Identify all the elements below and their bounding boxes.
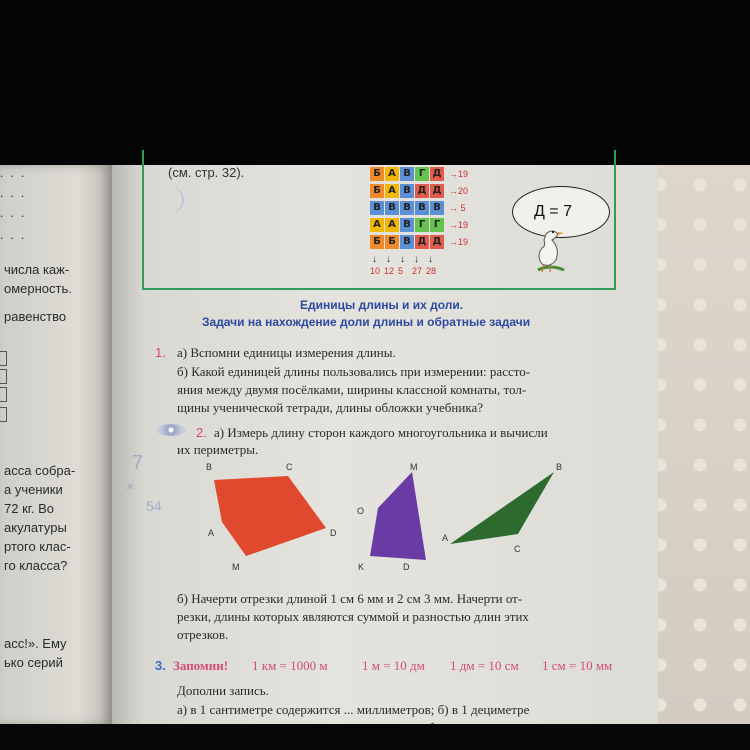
task-line: б) Какой единицей длины пользовались при измерении: рассто- [177,364,531,379]
grid-cell: Б [370,235,384,249]
task-line: а) Измерь длину сторон каждого многоугольника и вычисли [214,425,548,440]
left-line: омерность. [4,281,72,296]
grid-cell: Д [430,235,444,249]
grid-cell: Б [370,184,384,198]
left-line: ртого клас- [4,539,71,554]
left-page [0,165,112,725]
column-sum: 12 [384,266,395,276]
unit-fact: 1 км = 1000 м [252,658,328,673]
left-line: асс!». Ему [4,636,67,651]
left-line: числа каж- [4,262,70,277]
dots: . . . [0,205,27,220]
grid-cell: А [385,218,399,232]
left-line: 72 кг. Во [4,501,55,516]
polygons-figure [190,460,570,570]
grid-cell: В [385,201,399,215]
task-line: яния между двумя посёлками, ширины классной комнаты, тол- [177,382,527,397]
row-sum: →19 [449,169,469,179]
purple-quadrilateral [370,472,426,560]
grid-cell: В [400,201,414,215]
unit-fact: 1 м = 10 дм [362,658,425,673]
column-sum: 10 [370,266,381,276]
left-line: равенство [4,309,67,324]
vertex-label: B [556,462,563,472]
down-arrow-icon: ↓ [386,254,391,265]
vertex-label: C [514,544,521,554]
vertex-label: B [206,462,213,472]
grid-cell: А [370,218,384,232]
dots: . . . [0,165,27,180]
left-line: асса собра- [4,463,76,478]
dots: . . . [0,227,27,242]
column-sum: 28 [426,266,437,276]
answer-box [0,387,7,402]
down-arrow-icon: ↓ [414,254,419,265]
answer-box [0,369,7,384]
left-line: а ученики [4,482,63,497]
task-line: щины ученической тетради, длины обложки учебника? [177,400,483,415]
row-sum: →20 [449,186,469,196]
down-arrow-icon: ↓ [428,254,433,265]
unit-fact: 1 дм = 10 см [450,658,519,673]
grid-cell: В [370,201,384,215]
answer-box [0,407,7,422]
vertex-label: A [442,533,449,543]
grid-cell: В [415,201,429,215]
section-title: Единицы длины и их доли. [300,298,464,312]
left-line: акулатуры [4,520,67,535]
unit-fact: 1 см = 10 мм [542,658,613,673]
grid-cell: Г [415,218,429,232]
row-sum: → 5 [449,203,466,213]
grid-cell: Д [430,184,444,198]
task-line: Дополни запись. [177,683,269,698]
pencil-scribble: × [126,478,135,494]
dark-background [0,724,750,750]
grid-cell: В [430,201,444,215]
grid-cell: А [385,167,399,181]
grid-cell: Д [430,167,444,181]
down-arrow-icon: ↓ [372,254,377,265]
pencil-scribble: 54 [146,498,162,514]
grid-cell: В [400,184,414,198]
grid-cell: Д [415,184,429,198]
task-number: 2. [196,425,207,440]
answer-box [0,351,7,366]
vertex-label: O [357,506,365,516]
left-line: ько серий [4,655,63,670]
left-line: го класса? [4,558,68,573]
task-line: а) Вспомни единицы измерения длины. [177,345,396,360]
grid-cell: Г [415,167,429,181]
dark-background [0,0,750,165]
vertex-label: C [286,462,293,472]
vertex-label: D [330,528,337,538]
green-triangle [450,472,554,544]
bird-icon [532,226,568,278]
bubble-text: Д = 7 [534,203,572,220]
section-subtitle: Задачи на нахождение доли длины и обратные задачи [202,315,531,329]
column-sum: 5 [398,266,404,276]
disk-icon [156,424,186,436]
page-reference: (см. стр. 32). [168,165,245,180]
grid-cell: В [400,167,414,181]
dots: . . . [0,185,27,200]
grid-cell: Г [430,218,444,232]
pencil-scribble: 7 [132,452,144,474]
grid-cell: А [385,184,399,198]
task-line: б) Начерти отрезки длиной 1 см 6 мм и 2 см 3 мм. Начерти от- [177,591,523,606]
vertex-label: M [410,462,418,472]
vertex-label: K [358,562,365,572]
vertex-label: D [403,562,410,572]
grid-cell: Б [385,235,399,249]
vertex-label: M [232,562,240,572]
task-line: отрезков. [177,627,229,642]
grid-cell: В [400,235,414,249]
task-line: резки, длины которых являются суммой и разностью длин этих [177,609,529,624]
grid-cell: Б [370,167,384,181]
task-number: 3. [155,658,166,673]
column-sum: 27 [412,266,423,276]
row-sum: →19 [449,237,469,247]
row-sum: →19 [449,220,469,230]
task-number: 1. [155,345,166,360]
vertex-label: A [208,528,215,538]
grid-cell: Д [415,235,429,249]
remember-label: Запомни! [173,658,229,673]
grid-cell: В [400,218,414,232]
red-pentagon [214,476,326,556]
down-arrow-icon: ↓ [400,254,405,265]
task-line: их периметры. [177,442,259,457]
task-line: а) в 1 сантиметре содержится ... миллиметров; б) в 1 дециметре [177,702,530,717]
